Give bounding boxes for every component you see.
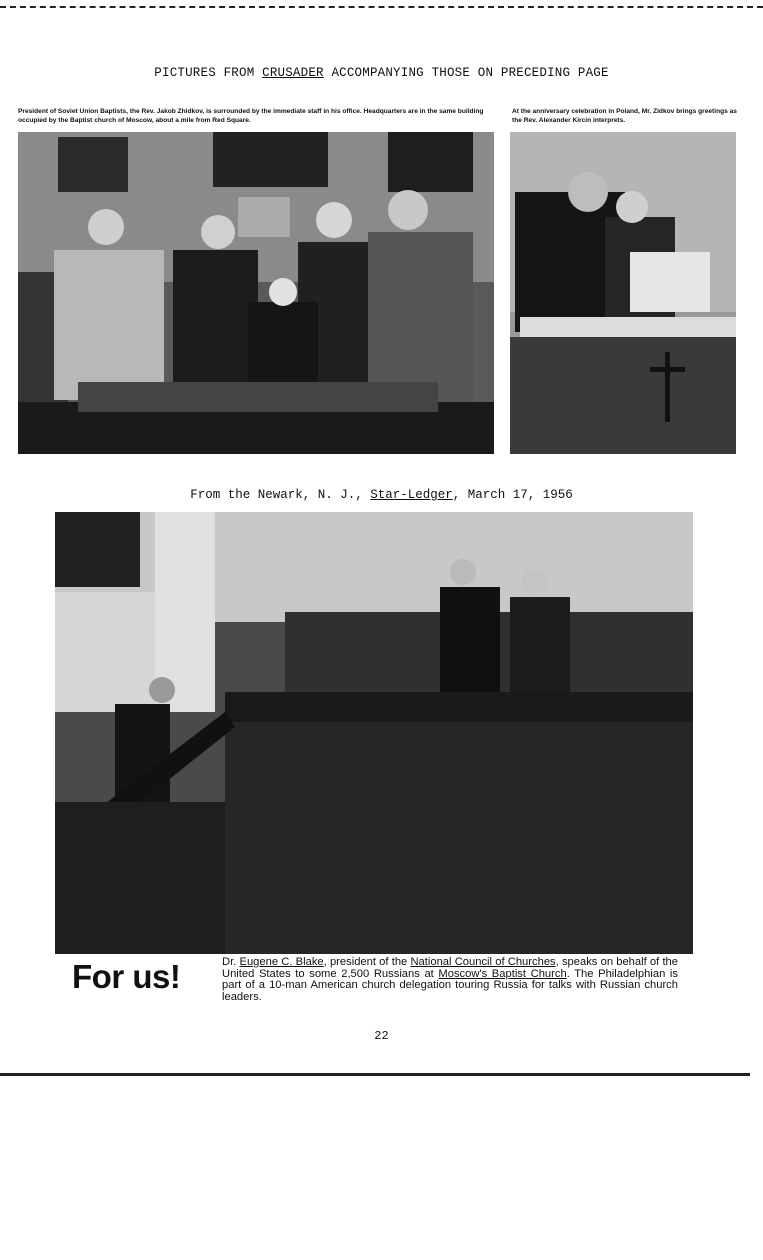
photo-pulpit-greeting <box>510 132 736 454</box>
caption-main-photo: Dr. Eugene C. Blake, president of the National Council of Churches, speaks on behalf of the United States to some 2,500 Russians at Moscow's Baptist Church. The Philadelphian is part of a 10-man American church delegation touring Russia for talks with Russian church leaders. <box>222 956 678 1003</box>
name-ncc: National Council of Churches <box>410 956 556 968</box>
page-number: 22 <box>374 1029 389 1043</box>
caption-left-photo: President of Soviet Union Baptists, the Rev. Jakob Zhidkov, is surrounded by the immediate staff in his office. Headquarters are in the same building occupied by the Baptist church of Moscow, about a mile from Red Square. <box>18 108 484 124</box>
source-credit: From the Newark, N. J., Star-Ledger, March 17, 1956 <box>190 488 573 502</box>
top-rule <box>0 6 763 8</box>
page-heading: PICTURES FROM CRUSADER ACCOMPANYING THOSE ON PRECEDING PAGE <box>154 66 609 80</box>
caption-right-photo: At the anniversary celebration in Poland, Mr. Zidkov brings greetings as the Rev. Alexander Kircin interprets. <box>512 108 737 124</box>
name-blake: Eugene C. Blake <box>239 956 324 968</box>
for-us-headline: For us! <box>72 958 181 995</box>
photo-moscow-church <box>55 512 693 954</box>
source-underlined: Star-Ledger <box>370 488 453 502</box>
name-moscow-baptist: Moscow's Baptist Church <box>438 967 567 980</box>
photo-office-staff <box>18 132 494 454</box>
heading-underlined: CRUSADER <box>262 66 324 80</box>
bottom-rule <box>0 1073 750 1076</box>
